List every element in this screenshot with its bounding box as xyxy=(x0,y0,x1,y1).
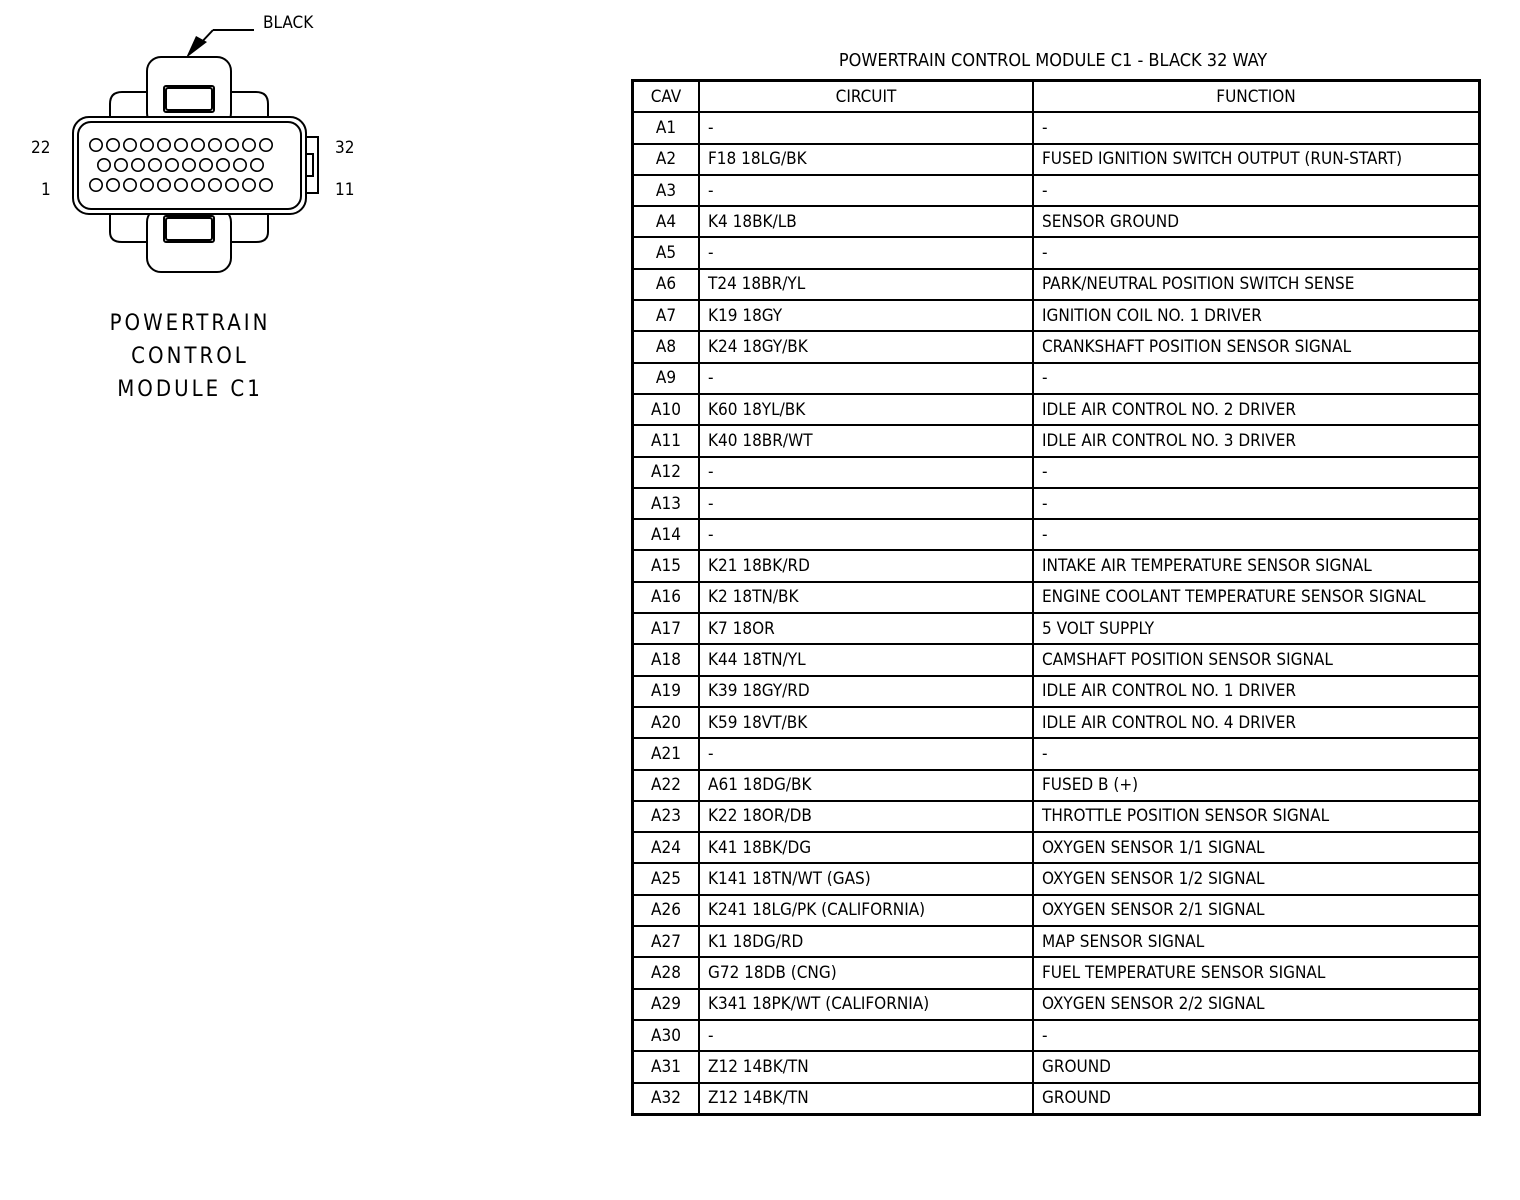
cav-cell: A27 xyxy=(633,926,700,957)
function-cell: CRANKSHAFT POSITION SENSOR SIGNAL xyxy=(1033,331,1480,362)
circuit-cell: Z12 14BK/TN xyxy=(699,1083,1033,1115)
function-cell: IDLE AIR CONTROL NO. 2 DRIVER xyxy=(1033,394,1480,425)
table-row xyxy=(633,1051,1480,1082)
cav-cell: A2 xyxy=(633,144,700,175)
circuit-cell: K60 18YL/BK xyxy=(699,394,1033,425)
pin-number-22: 22 xyxy=(31,138,51,158)
table-row xyxy=(633,144,1480,175)
function-cell: THROTTLE POSITION SENSOR SIGNAL xyxy=(1033,801,1480,832)
table-row xyxy=(633,832,1480,863)
cav-cell: A25 xyxy=(633,863,700,894)
circuit-cell: - xyxy=(699,457,1033,488)
function-cell: IGNITION COIL NO. 1 DRIVER xyxy=(1033,300,1480,331)
function-cell: - xyxy=(1033,488,1480,519)
table-row xyxy=(633,895,1480,926)
table-row xyxy=(633,957,1480,988)
table-row xyxy=(633,613,1480,644)
circuit-cell: K341 18PK/WT (CALIFORNIA) xyxy=(699,989,1033,1020)
table-row xyxy=(633,801,1480,832)
function-cell: FUSED B (+) xyxy=(1033,770,1480,801)
function-cell: CAMSHAFT POSITION SENSOR SIGNAL xyxy=(1033,644,1480,675)
cav-cell: A14 xyxy=(633,519,700,550)
table-row xyxy=(633,331,1480,362)
function-cell: - xyxy=(1033,237,1480,268)
table-row xyxy=(633,363,1480,394)
circuit-cell: K59 18VT/BK xyxy=(699,707,1033,738)
cav-cell: A9 xyxy=(633,363,700,394)
table-row xyxy=(633,707,1480,738)
connector-caption-line-3: MODULE C1 xyxy=(117,377,263,402)
function-cell: IDLE AIR CONTROL NO. 1 DRIVER xyxy=(1033,676,1480,707)
cav-cell: A4 xyxy=(633,206,700,237)
circuit-cell: A61 18DG/BK xyxy=(699,770,1033,801)
cav-cell: A30 xyxy=(633,1020,700,1051)
table-row xyxy=(633,676,1480,707)
circuit-cell: T24 18BR/YL xyxy=(699,269,1033,300)
table-row xyxy=(633,644,1480,675)
connector-color-label: BLACK xyxy=(263,13,314,33)
table-row xyxy=(633,550,1480,581)
cav-cell: A32 xyxy=(633,1083,700,1115)
table-row xyxy=(633,926,1480,957)
circuit-cell: K7 18OR xyxy=(699,613,1033,644)
cav-cell: A20 xyxy=(633,707,700,738)
cav-cell: A22 xyxy=(633,770,700,801)
connector-caption-line-2: CONTROL xyxy=(131,344,249,369)
table-row xyxy=(633,237,1480,268)
cav-cell: A24 xyxy=(633,832,700,863)
circuit-cell: - xyxy=(699,363,1033,394)
function-cell: FUEL TEMPERATURE SENSOR SIGNAL xyxy=(1033,957,1480,988)
table-row xyxy=(633,394,1480,425)
cav-cell: A31 xyxy=(633,1051,700,1082)
function-cell: OXYGEN SENSOR 2/2 SIGNAL xyxy=(1033,989,1480,1020)
circuit-cell: K2 18TN/BK xyxy=(699,582,1033,613)
circuit-cell: K44 18TN/YL xyxy=(699,644,1033,675)
circuit-cell: K19 18GY xyxy=(699,300,1033,331)
function-cell: - xyxy=(1033,363,1480,394)
table-row xyxy=(633,269,1480,300)
function-cell: - xyxy=(1033,738,1480,769)
pin-number-1: 1 xyxy=(41,180,51,200)
connector-caption-line-1: POWERTRAIN xyxy=(109,311,271,336)
circuit-cell: F18 18LG/BK xyxy=(699,144,1033,175)
table-row xyxy=(633,425,1480,456)
cav-cell: A12 xyxy=(633,457,700,488)
table-row xyxy=(633,206,1480,237)
cav-cell: A16 xyxy=(633,582,700,613)
table-row xyxy=(633,770,1480,801)
table-row xyxy=(633,863,1480,894)
function-cell: 5 VOLT SUPPLY xyxy=(1033,613,1480,644)
cav-cell: A15 xyxy=(633,550,700,581)
cav-cell: A6 xyxy=(633,269,700,300)
cav-cell: A11 xyxy=(633,425,700,456)
function-cell: GROUND xyxy=(1033,1051,1480,1082)
circuit-cell: - xyxy=(699,112,1033,143)
circuit-cell: K22 18OR/DB xyxy=(699,801,1033,832)
cav-cell: A21 xyxy=(633,738,700,769)
cav-cell: A23 xyxy=(633,801,700,832)
cav-cell: A18 xyxy=(633,644,700,675)
cav-cell: A13 xyxy=(633,488,700,519)
function-cell: - xyxy=(1033,1020,1480,1051)
cav-cell: A10 xyxy=(633,394,700,425)
function-cell: - xyxy=(1033,457,1480,488)
pinout-table xyxy=(631,79,1481,1116)
cav-cell: A26 xyxy=(633,895,700,926)
table-row xyxy=(633,300,1480,331)
table-row xyxy=(633,989,1480,1020)
table-row xyxy=(633,112,1480,143)
function-cell: - xyxy=(1033,519,1480,550)
function-cell: FUSED IGNITION SWITCH OUTPUT (RUN-START) xyxy=(1033,144,1480,175)
function-cell: GROUND xyxy=(1033,1083,1480,1115)
table-row xyxy=(633,582,1480,613)
cav-cell: A28 xyxy=(633,957,700,988)
circuit-cell: K241 18LG/PK (CALIFORNIA) xyxy=(699,895,1033,926)
table-title: POWERTRAIN CONTROL MODULE C1 - BLACK 32 WAY xyxy=(838,50,1268,71)
pin-number-32: 32 xyxy=(335,138,355,158)
circuit-cell: K41 18BK/DG xyxy=(699,832,1033,863)
cav-cell: A3 xyxy=(633,175,700,206)
table-row xyxy=(633,1020,1480,1051)
table-row xyxy=(633,175,1480,206)
circuit-cell: K1 18DG/RD xyxy=(699,926,1033,957)
function-cell: OXYGEN SENSOR 1/2 SIGNAL xyxy=(1033,863,1480,894)
function-cell: INTAKE AIR TEMPERATURE SENSOR SIGNAL xyxy=(1033,550,1480,581)
header-cav: CAV xyxy=(633,81,700,113)
circuit-cell: - xyxy=(699,519,1033,550)
circuit-cell: - xyxy=(699,1020,1033,1051)
circuit-cell: - xyxy=(699,237,1033,268)
cav-cell: A19 xyxy=(633,676,700,707)
function-cell: MAP SENSOR SIGNAL xyxy=(1033,926,1480,957)
table-header-row xyxy=(633,81,1480,113)
function-cell: IDLE AIR CONTROL NO. 3 DRIVER xyxy=(1033,425,1480,456)
pin-number-11: 11 xyxy=(335,180,355,200)
function-cell: IDLE AIR CONTROL NO. 4 DRIVER xyxy=(1033,707,1480,738)
header-circuit: CIRCUIT xyxy=(699,81,1033,113)
cav-cell: A1 xyxy=(633,112,700,143)
function-cell: OXYGEN SENSOR 1/1 SIGNAL xyxy=(1033,832,1480,863)
table-row xyxy=(633,1083,1480,1115)
function-cell: SENSOR GROUND xyxy=(1033,206,1480,237)
function-cell: PARK/NEUTRAL POSITION SWITCH SENSE xyxy=(1033,269,1480,300)
cav-cell: A17 xyxy=(633,613,700,644)
circuit-cell: K40 18BR/WT xyxy=(699,425,1033,456)
function-cell: ENGINE COOLANT TEMPERATURE SENSOR SIGNAL xyxy=(1033,582,1480,613)
cav-cell: A7 xyxy=(633,300,700,331)
circuit-cell: K21 18BK/RD xyxy=(699,550,1033,581)
table-row xyxy=(633,488,1480,519)
circuit-cell: K4 18BK/LB xyxy=(699,206,1033,237)
function-cell: - xyxy=(1033,112,1480,143)
circuit-cell: - xyxy=(699,175,1033,206)
cav-cell: A5 xyxy=(633,237,700,268)
function-cell: OXYGEN SENSOR 2/1 SIGNAL xyxy=(1033,895,1480,926)
circuit-cell: G72 18DB (CNG) xyxy=(699,957,1033,988)
circuit-cell: - xyxy=(699,488,1033,519)
cav-cell: A8 xyxy=(633,331,700,362)
cav-cell: A29 xyxy=(633,989,700,1020)
table-row xyxy=(633,457,1480,488)
circuit-cell: - xyxy=(699,738,1033,769)
circuit-cell: Z12 14BK/TN xyxy=(699,1051,1033,1082)
circuit-cell: K141 18TN/WT (GAS) xyxy=(699,863,1033,894)
circuit-cell: K24 18GY/BK xyxy=(699,331,1033,362)
table-row xyxy=(633,738,1480,769)
circuit-cell: K39 18GY/RD xyxy=(699,676,1033,707)
table-row xyxy=(633,519,1480,550)
function-cell: - xyxy=(1033,175,1480,206)
header-function: FUNCTION xyxy=(1033,81,1480,113)
